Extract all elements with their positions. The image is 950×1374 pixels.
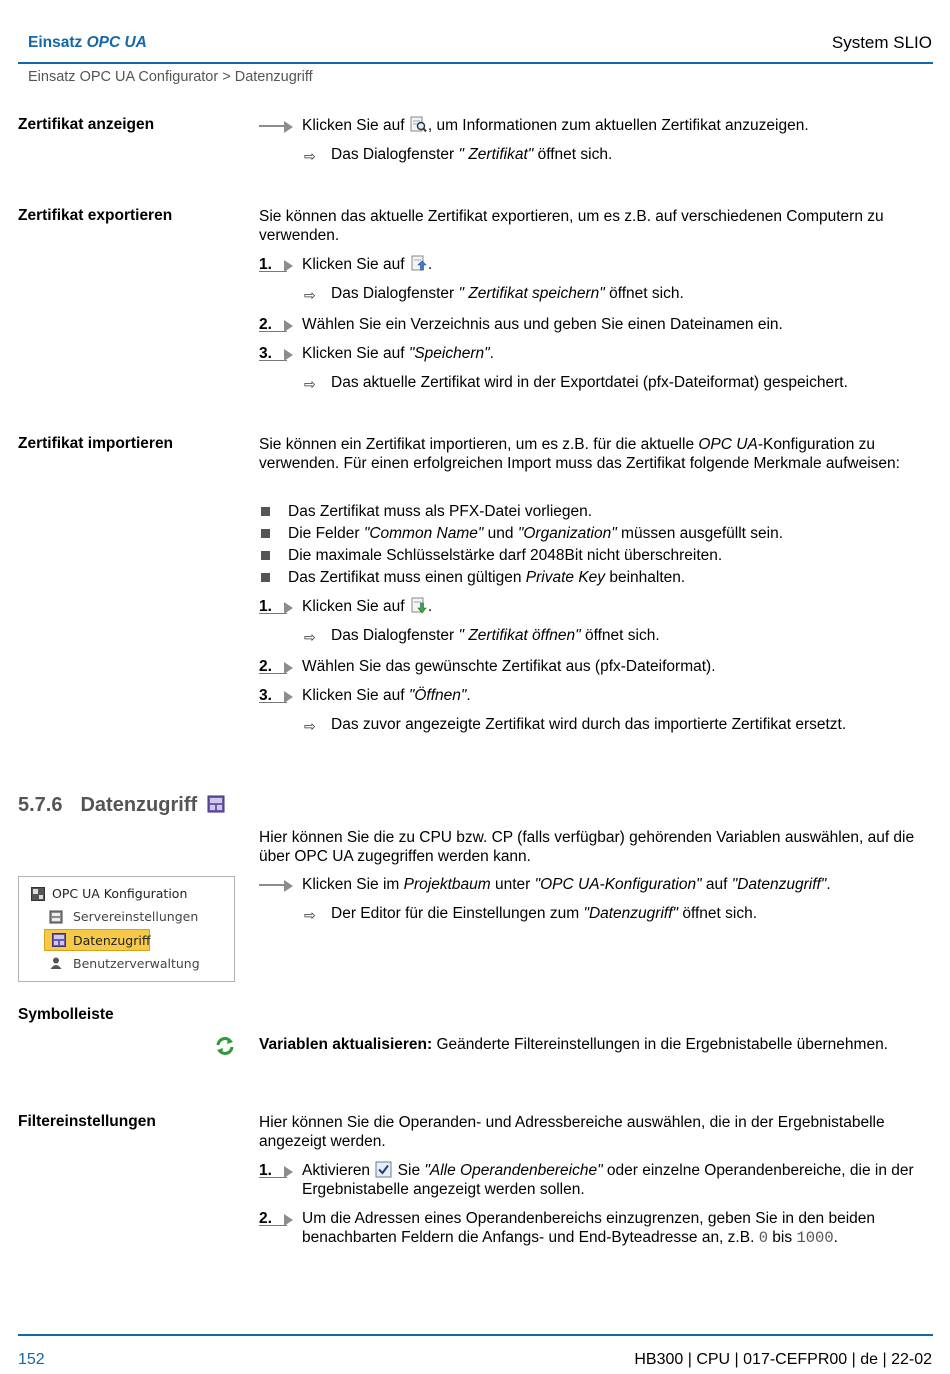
import-cert-intro: Sie können ein Zertifikat importieren, um es z.B. für die aktuelle OPC UA-Konfiguration zu verwenden. Für einen erfolgreichen Import muss das Zertifikat folgende Merkmale aufweisen: [259, 436, 900, 472]
tree-item-servereinstellungen[interactable]: Servereinstellungen [73, 909, 199, 924]
show-cert-label: Zertifikat anzeigen [18, 116, 155, 133]
tree-item-datenzugriff[interactable]: Datenzugriff [73, 933, 151, 948]
step-arrowhead-icon [284, 320, 293, 332]
import-bullet-4: Das Zertifikat muss einen gültigen Private Key beinhalten. [259, 568, 929, 587]
result-arrow-icon: ⇨ [304, 629, 316, 645]
opc-ua-config-icon [31, 887, 45, 901]
section-step: Klicken Sie im Projektbaum unter "OPC UA-Konfiguration" auf "Datenzugriff". [259, 875, 934, 894]
bullet-marker [261, 551, 270, 560]
export-result-1: ⇨ Das Dialogfenster " Zertifikat speichern" öffnet sich. [304, 285, 684, 303]
import-step-1: 1. Klicken Sie auf . [259, 598, 433, 615]
header-title: Einsatz OPC UA [28, 34, 147, 51]
filter-step-2: 2. Um die Adressen eines Operandenbereichs einzugrenzen, geben Sie in den beiden benachbarten Feldern die Anfangs- und End-Byteadresse an, z.B. 0 bis 1000. [259, 1210, 876, 1247]
section-result: ⇨ Der Editor für die Einstellungen zum "Datenzugriff" öffnet sich. [304, 905, 757, 923]
filter-intro: Hier können Sie die Operanden- und Adressbereiche auswählen, die in der Ergebnistabelle angezeigt werden. [259, 1114, 885, 1150]
show-cert-result: ⇨ Das Dialogfenster " Zertifikat" öffnet sich. [304, 146, 613, 164]
section-heading: 5.7.6 Datenzugriff [18, 794, 226, 817]
import-cert-label: Zertifikat importieren [18, 435, 174, 452]
export-step-1: 1. Klicken Sie auf . [259, 256, 433, 273]
page-number: 152 [18, 1351, 45, 1368]
server-settings-icon [49, 910, 63, 924]
step-arrowhead-icon [284, 880, 293, 892]
bullet-marker [261, 529, 270, 538]
header-system: System SLIO [831, 33, 932, 52]
step-number: 3. [259, 344, 295, 363]
import-bullet-3: Die maximale Schlüsselstärke darf 2048Bit nicht überschreiten. [259, 546, 929, 565]
step-number: 1. [259, 1161, 295, 1180]
export-cert-label: Zertifikat exportieren [18, 207, 173, 224]
step-number: 2. [259, 315, 295, 334]
tree-item-benutzerverwaltung[interactable]: Benutzerverwaltung [73, 956, 200, 971]
export-result-3: ⇨ Das aktuelle Zertifikat wird in der Exportdatei (pfx-Dateiformat) gespeichert. [304, 374, 848, 392]
import-step-2: 2. Wählen Sie das gewünschte Zertifikat aus (pfx-Dateiformat). [259, 658, 716, 675]
footer-rule [18, 1334, 933, 1336]
checkbox-icon[interactable] [375, 1161, 392, 1178]
step-arrowhead-icon [284, 121, 293, 133]
import-step-3: 3. Klicken Sie auf "Öffnen". [259, 687, 471, 704]
step-arrowhead-icon [284, 691, 293, 703]
import-bullet-2: Die Felder "Common Name" und "Organization" müssen ausgefüllt sein. [259, 524, 929, 543]
document-id: HB300 | CPU | 017-CEFPR00 | de | 22-02 [634, 1351, 932, 1368]
step-arrowhead-icon [284, 602, 293, 614]
import-result-3: ⇨ Das zuvor angezeigte Zertifikat wird durch das importierte Zertifikat ersetzt. [304, 716, 847, 734]
step-arrowhead-icon [284, 662, 293, 674]
export-step-3: 3. Klicken Sie auf "Speichern". [259, 345, 494, 362]
filter-label: Filtereinstellungen [18, 1113, 156, 1130]
result-arrow-icon: ⇨ [304, 287, 316, 303]
step-number: 1. [259, 255, 295, 274]
import-bullet-1: Das Zertifikat muss als PFX-Datei vorliegen. [259, 502, 929, 521]
export-certificate-icon[interactable] [410, 255, 427, 272]
result-arrow-icon: ⇨ [304, 907, 316, 923]
data-access-icon [52, 933, 66, 947]
import-certificate-icon[interactable] [410, 597, 427, 614]
step-arrowhead-icon [284, 1214, 293, 1226]
bullet-marker [261, 573, 270, 582]
step-number: 1. [259, 597, 295, 616]
magnify-certificate-icon[interactable] [410, 116, 427, 133]
toolbar-refresh-desc: Variablen aktualisieren: Geänderte Filtereinstellungen in die Ergebnistabelle übernehmen. [259, 1036, 888, 1053]
toolbar-label: Symbolleiste [18, 1006, 114, 1023]
export-cert-intro: Sie können das aktuelle Zertifikat exportieren, um es z.B. auf verschiedenen Computern zu verwenden. [259, 208, 884, 244]
show-cert-step: Klicken Sie auf , um Informationen zum aktuellen Zertifikat anzuzeigen. [259, 116, 934, 135]
refresh-icon[interactable] [214, 1035, 236, 1057]
export-step-2: 2. Wählen Sie ein Verzeichnis aus und geben Sie einen Dateinamen ein. [259, 316, 783, 333]
step-number: 2. [259, 1209, 295, 1228]
import-result-1: ⇨ Das Dialogfenster " Zertifikat öffnen" öffnet sich. [304, 627, 660, 645]
step-number: 3. [259, 686, 295, 705]
step-number: 2. [259, 657, 295, 676]
result-arrow-icon: ⇨ [304, 376, 316, 392]
filter-step-1: 1. Aktivieren Sie "Alle Operandenbereiche" oder einzelne Operandenbereiche, die in der Ergebnistabelle angezeigt werden sollen. [259, 1162, 914, 1198]
data-access-icon [207, 795, 225, 813]
step-arrowhead-icon [284, 260, 293, 272]
step-arrowhead-icon [284, 349, 293, 361]
bullet-marker [261, 507, 270, 516]
breadcrumb: Einsatz OPC UA Configurator > Datenzugriff [28, 69, 313, 85]
result-arrow-icon: ⇨ [304, 718, 316, 734]
project-tree-screenshot [18, 876, 235, 982]
header-rule [18, 62, 933, 64]
result-arrow-icon: ⇨ [304, 148, 316, 164]
section-intro: Hier können Sie die zu CPU bzw. CP (falls verfügbar) gehörenden Variablen auswählen, auf die über OPC UA zugegriffen werden kann. [259, 829, 915, 865]
user-management-icon [49, 956, 63, 970]
step-arrowhead-icon [284, 1166, 293, 1178]
tree-item-opc-ua[interactable]: OPC UA Konfiguration [52, 886, 188, 901]
